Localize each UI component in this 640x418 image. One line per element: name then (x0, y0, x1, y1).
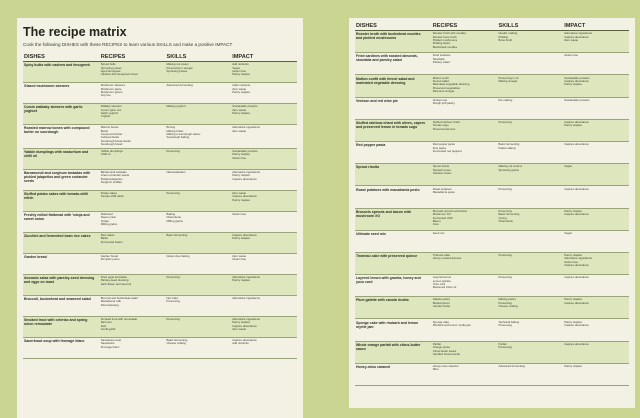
skills-cell: Preserving (497, 186, 563, 208)
table-row (355, 363, 629, 385)
impact-cell: Gluten free (563, 53, 629, 75)
skills-cell: Preserving (497, 275, 563, 297)
header-skills: SKILLS (165, 54, 231, 62)
skills-cell: Basic fermenting (165, 232, 231, 253)
recipes-cell: Fried sardines Skordalia Parsley salad (432, 53, 498, 75)
impact-cell: Pantry staples Capture abundance (563, 319, 629, 341)
skills-cell: Nixtamalisation (165, 169, 231, 190)
skills-cell: Parfait Preserving (497, 341, 563, 363)
impact-cell: Pantry staples Capture abundance (563, 208, 629, 230)
impact-cell: Capture abundance Pantry staples (563, 119, 629, 141)
table-row (23, 83, 297, 104)
dish-cell: Sponge cake with rhubarb and lemon myrtle jam (355, 319, 432, 341)
recipes-cell: Galette pastry Bottled plums Canola ricotta (432, 297, 498, 319)
table-row (355, 275, 629, 297)
recipes-cell: Sprout bulls Sprouting pulses Aged fenugreek Cashew and fenugreek cream (100, 62, 166, 83)
recipes-cell: Rice cakes Batter Fermented beans (100, 232, 166, 253)
skills-cell: Basic fermenting Pasta making (497, 141, 563, 163)
impact-cell: Sustainable proteins Pantry staples Gluten free (231, 148, 297, 169)
table-row (23, 62, 297, 83)
recipes-cell: Seed mix (432, 230, 498, 252)
dish-cell: Stuffed rainbow chard with olives, capers and preserved lemon in tomato sugo (355, 119, 432, 141)
impact-cell: Vegan (563, 164, 629, 186)
table-row (23, 316, 297, 337)
impact-cell: Gluten free (231, 211, 297, 232)
impact-cell: Capture abundance Pantry staples (231, 232, 297, 253)
dish-cell: Zucchini and fermented bean rice cakes (23, 232, 100, 253)
impact-cell: Sustainable proteins Capture abundance Pantry staples (563, 75, 629, 97)
skills-cell: Making pastry Preserving Cheese making (497, 297, 563, 319)
table-row (355, 297, 629, 319)
recipes-cell: Honey-miso caramel Miso (432, 363, 498, 385)
table-header-row (355, 23, 629, 31)
impact-cell: Sustainable proteins Zero waste Pantry staples (231, 104, 297, 125)
table-row (355, 53, 629, 75)
dish-cell: Sauerkraut soup with fromage blanc (23, 337, 100, 358)
impact-cell: Pantry staples Alternative ingredients Gluten free Capture abundance (563, 252, 629, 274)
impact-cell: Alternative ingredients Pantry staples Capture abundance Zero waste (231, 316, 297, 337)
impact-cell: Zero waste Capture abundance Pantry staples (231, 190, 297, 211)
recipes-cell: Smoked trout with remoulade Salt cure Aioli Confit garlic (100, 316, 166, 337)
dish-cell: Brussels sprouts and bacon with mushroom XO (355, 208, 432, 230)
dish-cell: Sprout risotto (355, 164, 432, 186)
skills-cell: Making nut creams Sprouting grains (497, 164, 563, 186)
dish-cell: Roasted marrow bones with compound butter on sourdough (23, 125, 100, 149)
table-row (23, 104, 297, 125)
impact-cell: Capture abundance (563, 341, 629, 363)
skills-cell: Preserving in oil Making vinegar (497, 75, 563, 97)
impact-cell: Alternative ingredients Pantry staples Capture abundance (231, 169, 297, 190)
dish-cell: Avocado salsa with parsley-seed dressing and eggs on toast (23, 274, 100, 295)
skills-cell: Preserving (165, 274, 231, 295)
header-impact: IMPACT (231, 54, 297, 62)
header-dishes: DISHES (23, 54, 100, 62)
skills-cell: Making nut cream Preserving in vinegar Sprouting pulses (165, 62, 231, 83)
table-row (355, 319, 629, 341)
skills-cell: Brining Making butter Making a sourdough starter Sourdough baking (165, 125, 231, 149)
dish-cell: Honey-miso caramel (355, 363, 432, 385)
header-recipes: RECIPES (432, 23, 498, 31)
table-row (23, 337, 297, 358)
table-row (355, 97, 629, 119)
dish-cell: Roast potatoes with macadamia pesto (355, 186, 432, 208)
dish-cell: Spicy bulks with cashew and fenugreek (23, 62, 100, 83)
table-row (23, 148, 297, 169)
intro-text: Cook the following DISHES with these RECIPES to learn various SKILLS and make a positive IMPACT (23, 42, 233, 47)
dish-cell: Barramundi and sorghum tostadas with pickled jalapeños and green coriander seeds (23, 169, 100, 190)
left-page (17, 18, 303, 418)
skills-cell: Nut milks Preserving (165, 295, 231, 316)
table-row (23, 232, 297, 253)
recipes-cell: Sponge cake Rhubarb and lemon myrtle jam (432, 319, 498, 341)
page-title: The recipe matrix (23, 25, 127, 39)
recipe-matrix-table-right (355, 23, 629, 386)
impact-cell: Pantry staples Capture abundance (563, 297, 629, 319)
table-row (23, 169, 297, 190)
skills-cell: Preserving Basic fermenting Curing Charcuterie (497, 208, 563, 230)
recipes-cell: Brussels sprouts and bacon Mushroom XO Fermented chilli Bacon Cure (432, 208, 498, 230)
header-recipes: RECIPES (100, 54, 166, 62)
recipes-cell: Roast potatoes Macadamia pesto (432, 186, 498, 208)
dish-cell: Plum galette with canola ricotta (355, 297, 432, 319)
recipes-cell: Mutton confit Fennel salad Marinated vegetable dressing Preserved vegetables Red wine vinegar (432, 75, 498, 97)
skills-cell: Technical baking Preserving (497, 319, 563, 341)
impact-cell: Capture abundance (563, 275, 629, 297)
skills-cell: Preserving (165, 148, 231, 169)
dish-cell: Garden bread (23, 253, 100, 274)
header-skills: SKILLS (497, 23, 563, 31)
dish-cell: Red pepper pasta (355, 141, 432, 163)
table-row (23, 190, 297, 211)
table-row (23, 295, 297, 316)
recipes-cell: Marrow bones Butter Compound butter Cultured butter Sourdough bread starter Sourdough bread (100, 125, 166, 149)
table-row (355, 75, 629, 97)
right-page (349, 18, 635, 408)
header-dishes: DISHES (355, 23, 432, 31)
recipes-cell: Rooster broth with noodles Rooster bone broth Pickled mushrooms Pickling liquid Buckwheat noodles (432, 31, 498, 53)
impact-cell: Vegan (563, 230, 629, 252)
recipes-cell: Wallaby skewers Cumin spice mix Garlic yoghurt Yoghurt (100, 104, 166, 125)
dish-cell: Broccoli, buckwheat and seaweed salad (23, 295, 100, 316)
table-row (355, 164, 629, 186)
dish-cell: Venison and red wine pie (355, 97, 432, 119)
skills-cell: Advanced fermenting (165, 83, 231, 104)
recipes-cell: Mushroom skewers Mushroom glaze Mushroom garum Koji rice (100, 83, 166, 104)
recipes-cell: Tiramisù cake Honey-cooked quinces (432, 252, 498, 274)
impact-cell: Alternative ingredients (231, 295, 297, 316)
impact-cell: Capture abundance Add nutrients (231, 337, 297, 358)
table-row (23, 211, 297, 232)
recipes-cell: Barramundi tostadas Green coriander seeds Pickled jalapeños Sorghum tortillas (100, 169, 166, 190)
dish-cell: Mutton confit with fennel salad and marinated vegetable dressing (355, 75, 432, 97)
impact-cell: Zero waste Gluten free (231, 253, 297, 274)
table-header-row (23, 54, 297, 62)
table-row (355, 119, 629, 141)
dish-cell: Rooster broth with buckwheat noodles and pickled mushrooms (355, 31, 432, 53)
skills-cell: Preserving (497, 252, 563, 274)
table-row (355, 31, 629, 53)
dish-cell: Fried sardines with roasted almonds, skordalia and parsley salad (355, 53, 432, 75)
recipes-cell: Flatbread Sweet onion 'Nduja Milling grains (100, 211, 166, 232)
dish-cell: Stuffed potato cakes with tomato-chilli relish (23, 190, 100, 211)
skills-cell: Baking Charcuterie Milling grains (165, 211, 231, 232)
recipes-cell: Broccoli and buckwheat salad Macadamia milk Dried dressing (100, 295, 166, 316)
table-row (23, 274, 297, 295)
impact-cell: Capture abundance (563, 141, 629, 163)
impact-cell: Alternative ingredients Zero waste (231, 125, 297, 149)
impact-cell: Capture abundance (563, 186, 629, 208)
table-row (23, 125, 297, 149)
recipes-cell: Stuffed rainbow chard Tomato sugo Preserved lemons (432, 119, 498, 141)
table-row (355, 230, 629, 252)
skills-cell (497, 230, 563, 252)
skills-cell: Making yoghurt (165, 104, 231, 125)
header-impact: IMPACT (563, 23, 629, 31)
skills-cell (497, 53, 563, 75)
skills-cell: Advanced fermenting (497, 363, 563, 385)
skills-cell: Basic fermenting Cheese making (165, 337, 231, 358)
recipes-cell: Potato cakes Tomato-chilli relish (100, 190, 166, 211)
skills-cell: Preserving (165, 190, 231, 211)
table-row (355, 141, 629, 163)
table-row (355, 341, 629, 363)
skills-cell: Gluten-free baking (165, 253, 231, 274)
skills-cell: Preserving (165, 316, 231, 337)
dish-cell: Whole orange parfait with citrus-butter sauce (355, 341, 432, 363)
impact-cell: Add nutrients Vegan Gluten free Pantry staples (231, 62, 297, 83)
impact-cell: Alternative ingredients Pantry staples (231, 274, 297, 295)
dish-cell: Tiramisù cake with preserved quince (355, 252, 432, 274)
skills-cell: Pie making (497, 97, 563, 119)
dish-cell: Yabbie dumplings with nasturtium and chilli oil (23, 148, 100, 169)
dish-cell: Smoked trout with celeriac and spring onion remoulade (23, 316, 100, 337)
table-row (355, 252, 629, 274)
impact-cell: Adds nutrients Zero waste Pantry staples (231, 83, 297, 104)
dish-cell: Ultimate seed mix (355, 230, 432, 252)
dish-cell: Freshly milled flatbread with 'nduja and sweet onion (23, 211, 100, 232)
skills-cell: Preserving (497, 119, 563, 141)
recipe-matrix-table-left (23, 54, 297, 359)
impact-cell: Alternative ingredients Capture abundance Zero waste (563, 31, 629, 53)
recipes-cell: Sauerkraut soup Sauerkraut Fromage blanc (100, 337, 166, 358)
table-row (23, 253, 297, 274)
dish-cell: Layered lemon with granita, honey and yuzu curd (355, 275, 432, 297)
table-row (355, 186, 629, 208)
impact-cell: Pantry staples (563, 363, 629, 385)
impact-cell: Sustainable proteins (563, 97, 629, 119)
skills-cell: Noodle making Pickling Bone broth (497, 31, 563, 53)
recipes-cell: Sprout risotto Spinach puree Cashew cream (432, 164, 498, 186)
recipes-cell: Venison pie Rough puff pastry (432, 97, 498, 119)
table-row (355, 208, 629, 230)
recipes-cell: Fried eggs and salsa Parsley-seed dressing Herb-flower and seed oil (100, 274, 166, 295)
dish-cell: Cumin walkaby skewers with garlic yoghurt (23, 104, 100, 125)
dish-cell: Glazed mushroom skewers (23, 83, 100, 104)
recipes-cell: Garden bread Pumpkin puree (100, 253, 166, 274)
recipes-cell: Parfait Orange puree Citrus-butter sauce Candied fennel seeds (432, 341, 498, 363)
recipes-cell: Red pepper pesto Fine pasta Fermented red peppers (432, 141, 498, 163)
recipes-cell: Yabbie dumplings Chilli oil (100, 148, 166, 169)
recipes-cell: Layered lemon Lemon granita Yuzu curd Flavoured citrus oil (432, 275, 498, 297)
